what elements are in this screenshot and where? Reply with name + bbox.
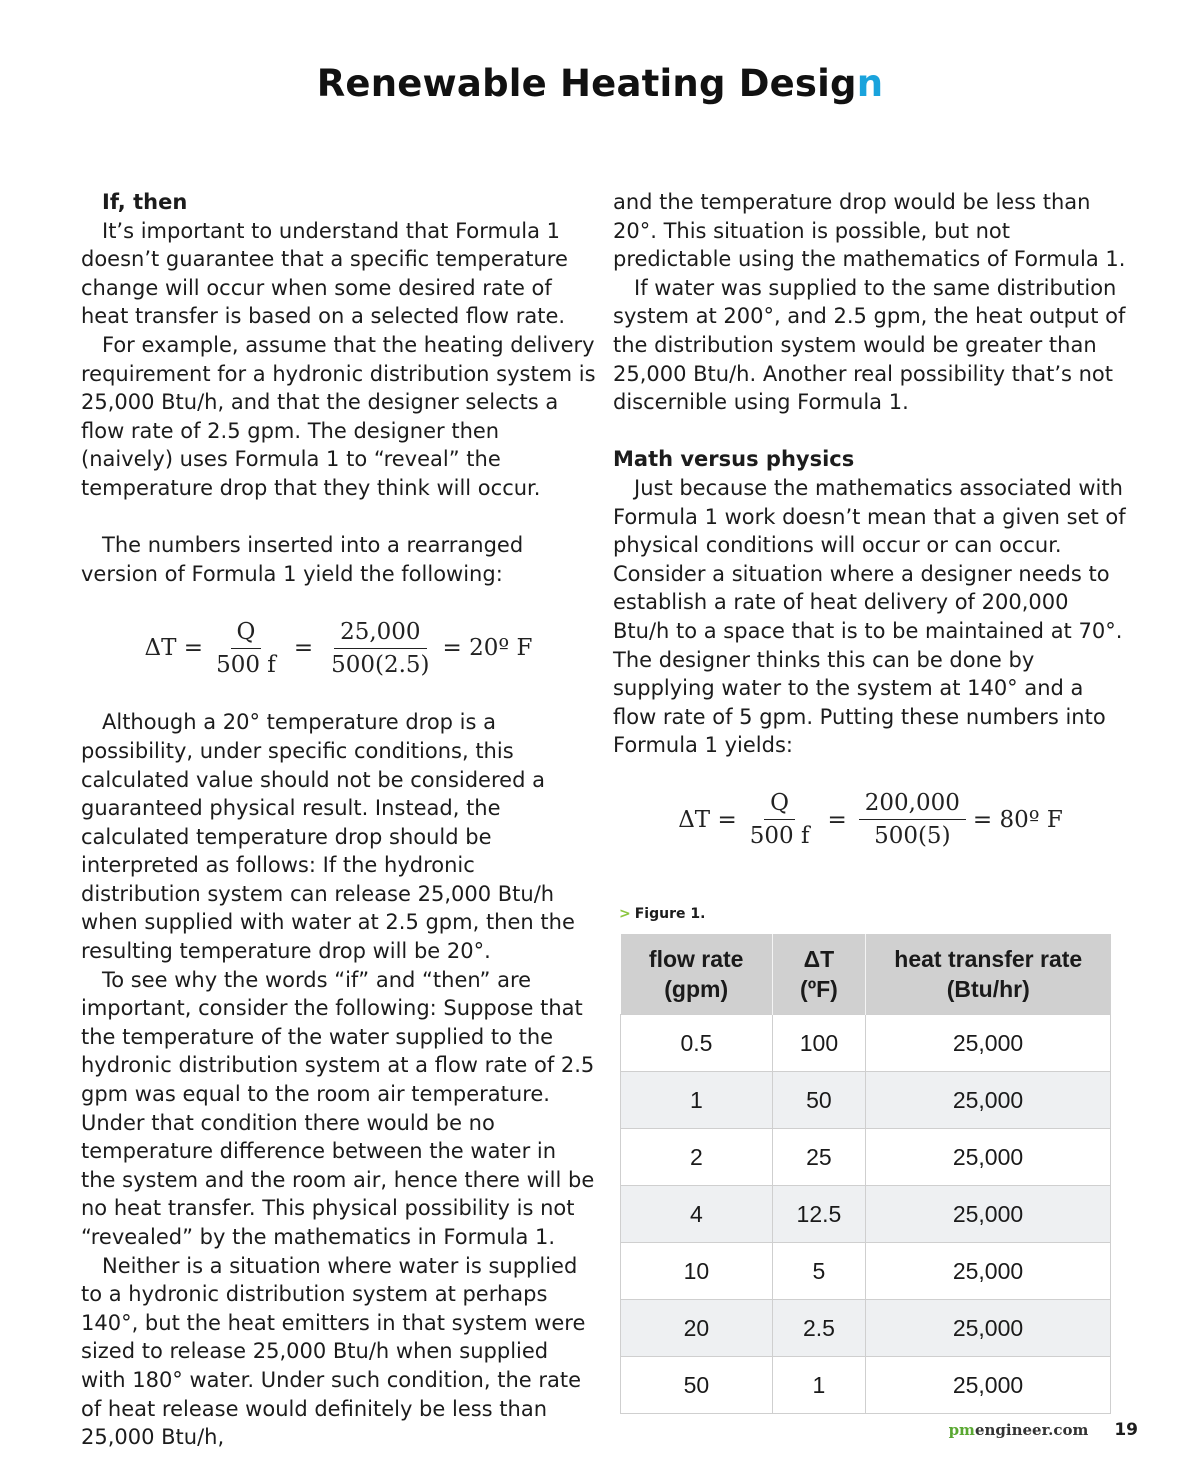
cell-flow-rate: 1 (621, 1071, 773, 1128)
right-column (613, 188, 1128, 1414)
page-header (0, 62, 1200, 105)
cell-heat-transfer: 25,000 (865, 1128, 1110, 1185)
section-heading-math-vs-physics: Math versus physics (613, 447, 855, 472)
cell-heat-transfer: 25,000 (865, 1071, 1110, 1128)
cell-delta-t: 5 (772, 1242, 865, 1299)
page-footer (949, 1420, 1138, 1440)
paragraph: and the temperature drop would be less than 20°. This situation is possible, but not predictable using the mathematics of Formula 1. (613, 190, 1126, 272)
cell-flow-rate: 4 (621, 1185, 773, 1242)
paragraph: To see why the words “if” and “then” are important, consider the following: Suppose that the temperature of the water supplied to the hydronic distribution system at a flow rate of 2.5 gpm was equal to the room air temperature. Under that condition there would be no temperature difference between the water in the system and the room air, hence there will be no heat transfer. This physical possibility is not “revealed” by the mathematics in Formula 1. (81, 967, 595, 1249)
formula-rhs: = 80º F (972, 806, 1063, 833)
cell-delta-t: 100 (772, 1014, 865, 1071)
section-heading-if-then: If, then (102, 190, 188, 214)
formula-equals: = (293, 635, 314, 662)
header-title-accent: n (856, 62, 884, 105)
formula-fraction (325, 616, 435, 681)
table-row (621, 1185, 1111, 1242)
formula-1 (81, 588, 596, 708)
paragraph: Although a 20° temperature drop is a possibility, under specific conditions, this calculated value should not be considered a guaranteed physical result. Instead, the calculated temperature drop should be interpreted as follows: If the hydronic distribution system can release 25,000 Btu/h when supplied with water at 2.5 gpm, then the resulting temperature drop will be 20°. (81, 710, 575, 964)
formula-rhs: = 20º F (442, 635, 533, 662)
cell-heat-transfer: 25,000 (865, 1242, 1110, 1299)
table-row (621, 1356, 1111, 1413)
cell-delta-t: 50 (772, 1071, 865, 1128)
formula-lhs: ΔT = (144, 635, 204, 662)
cell-heat-transfer: 25,000 (865, 1185, 1110, 1242)
cell-delta-t: 1 (772, 1356, 865, 1413)
table-row (621, 1014, 1111, 1071)
formula-fraction (744, 787, 816, 852)
left-column (81, 188, 596, 1452)
table-header-row (621, 934, 1111, 1015)
paragraph: It’s important to understand that Formula 1 doesn’t guarantee that a specific temperature change will occur when some desired rate of heat transfer is based on a selected flow rate. (81, 218, 568, 329)
table-row (621, 1071, 1111, 1128)
formula-denominator: 500 f (216, 651, 276, 678)
formula-lhs: ΔT = (678, 806, 737, 833)
table-row (621, 1128, 1111, 1185)
cell-flow-rate: 2 (621, 1128, 773, 1185)
formula-denominator: 500(5) (874, 823, 951, 850)
formula-equals: = (827, 806, 847, 833)
paragraph: If water was supplied to the same distribution system at 200°, and 2.5 gpm, the heat output of the distribution system would be greater than 25,000 Btu/h. Another real possibility that’s not discernible using Formula 1. (613, 275, 1126, 415)
header-title: Renewable Heating Desig (316, 62, 857, 105)
column-header-heat-transfer: heat transfer rate (Btu/hr) (865, 934, 1110, 1015)
figure-1-table (620, 934, 1111, 1414)
formula-fraction (859, 787, 966, 852)
paragraph: The numbers inserted into a rearranged version of Formula 1 yield the following: (81, 533, 524, 586)
formula-numerator: 25,000 (334, 616, 426, 649)
cell-heat-transfer: 25,000 (865, 1356, 1110, 1413)
cell-delta-t: 12.5 (772, 1185, 865, 1242)
cell-flow-rate: 0.5 (621, 1014, 773, 1071)
paragraph: Neither is a situation where water is supplied to a hydronic distribution system at perhaps 140°, but the heat emitters in that system were sized to release 25,000 Btu/h when supplied with 180° water. Under such condition, the rate of heat release would definitely be less than 25,000 Btu/h, (81, 1253, 586, 1450)
formula-denominator: 500(2.5) (331, 651, 430, 678)
column-header-flow-rate: flow rate (gpm) (621, 934, 773, 1015)
table-row (621, 1299, 1111, 1356)
table-row (621, 1242, 1111, 1299)
figure-caption (619, 902, 1128, 926)
paragraph: Just because the mathematics associated with Formula 1 work doesn’t mean that a given set of physical conditions will occur or can occur. Consider a situation where a designer needs to establish a rate of heat delivery of 200,000 Btu/h to a space that is to be maintained at 70°. The designer thinks this can be done by supplying water to the system at 140° and a flow rate of 5 gpm. Putting these numbers into Formula 1 yields: (613, 475, 1126, 758)
cell-heat-transfer: 25,000 (865, 1014, 1110, 1071)
cell-flow-rate: 10 (621, 1242, 773, 1299)
paragraph: For example, assume that the heating delivery requirement for a hydronic distribution system is 25,000 Btu/h, and that the designer selects a flow rate of 2.5 gpm. The designer then (naively) uses Formula 1 to “reveal” the temperature drop that they think will occur. (81, 332, 596, 500)
formula-2 (613, 760, 1128, 880)
site-url[interactable]: pmengineer.com (948, 1421, 1089, 1439)
cell-flow-rate: 20 (621, 1299, 773, 1356)
formula-numerator: Q (231, 616, 262, 649)
page-number: 19 (1114, 1420, 1138, 1440)
formula-numerator: Q (764, 787, 795, 820)
cell-heat-transfer: 25,000 (865, 1299, 1110, 1356)
formula-fraction (210, 616, 282, 681)
formula-numerator: 200,000 (859, 787, 966, 820)
cell-delta-t: 25 (772, 1128, 865, 1185)
caption-arrow-icon: > (619, 905, 631, 922)
formula-denominator: 500 f (749, 823, 810, 850)
cell-delta-t: 2.5 (772, 1299, 865, 1356)
column-header-delta-t: ΔT (ºF) (772, 934, 865, 1015)
figure-caption-text: Figure 1. (634, 905, 706, 922)
cell-flow-rate: 50 (621, 1356, 773, 1413)
